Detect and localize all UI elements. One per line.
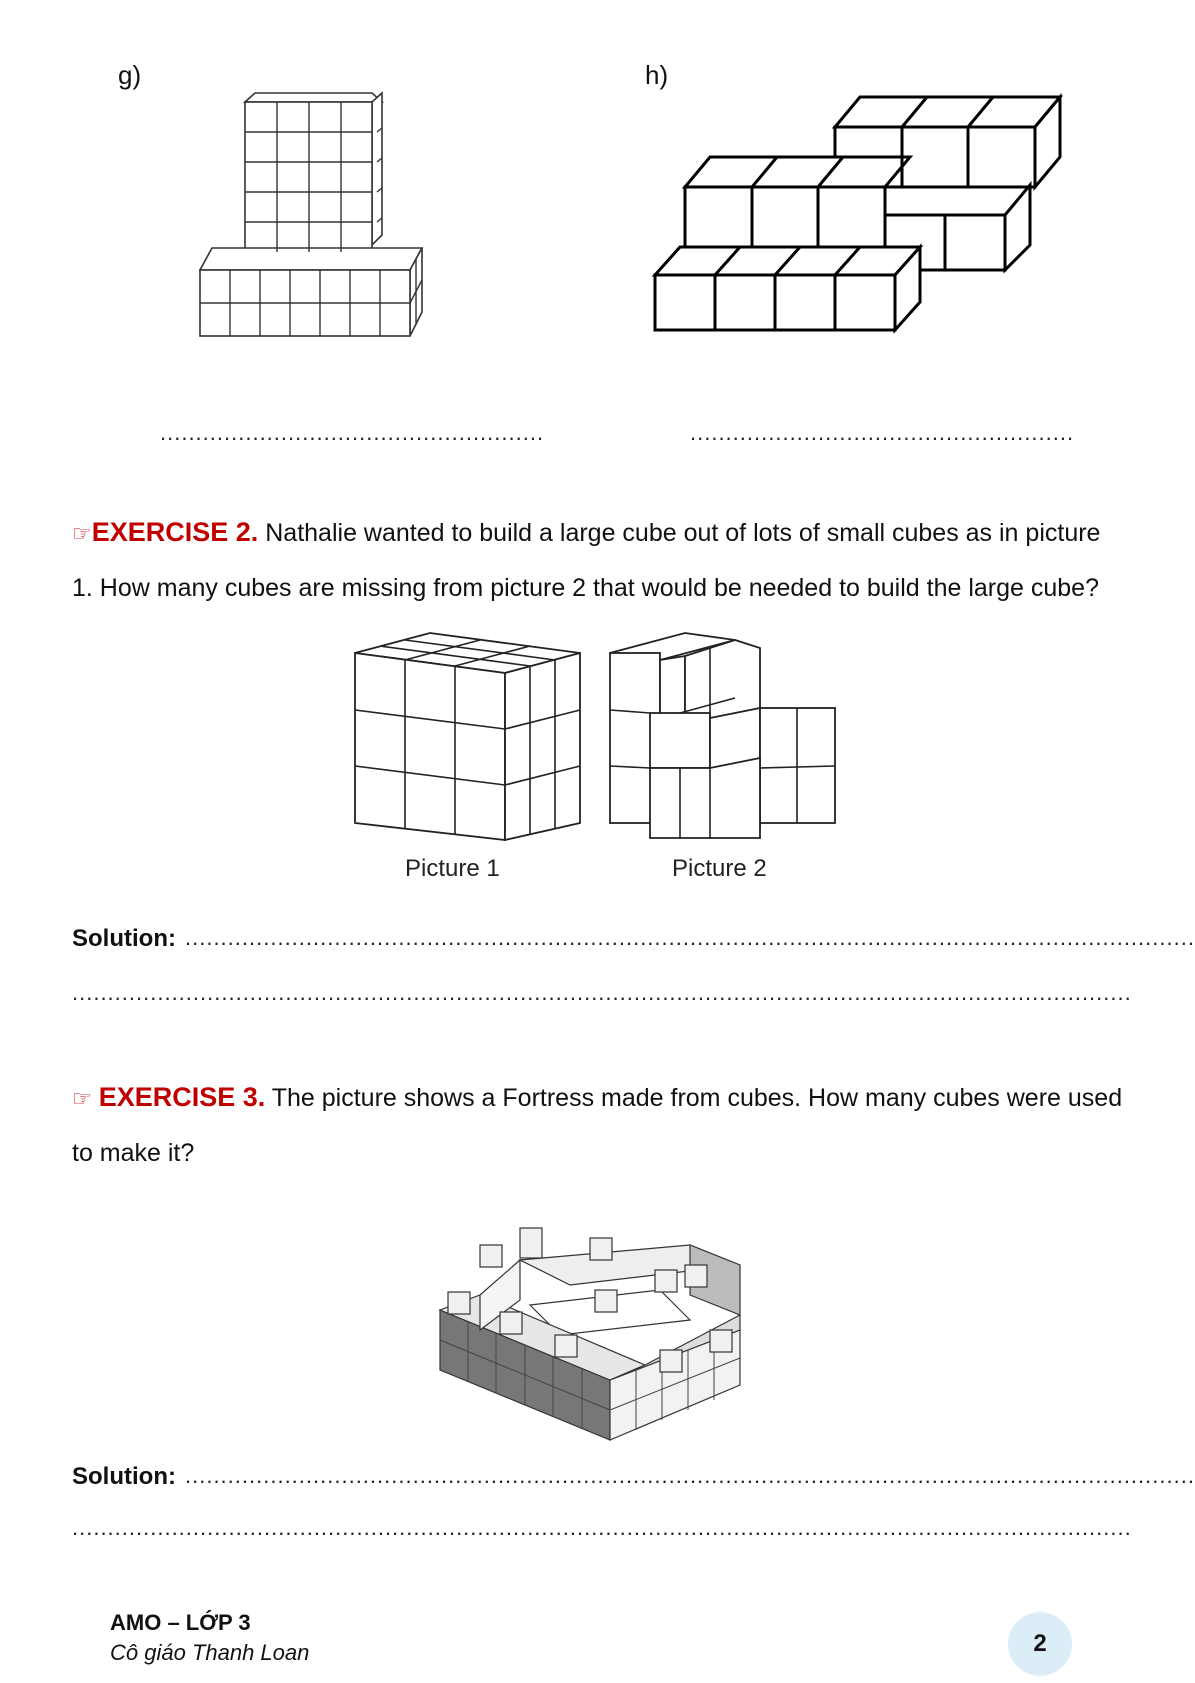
figure-h-cube-stairs <box>655 95 1075 335</box>
exercise3-text-line1: The picture shows a Fortress made from cubes. How many cubes were used <box>265 1084 1123 1112</box>
exercise3-solution-label: Solution: <box>72 1463 176 1490</box>
exercise2-solution-line1[interactable]: .............................................................................................................................................. <box>185 925 1195 950</box>
pointing-hand-icon: ☞ <box>72 521 92 546</box>
exercise2-solution-label: Solution: <box>72 925 176 952</box>
footer-subtitle: Cô giáo Thanh Loan <box>110 1640 310 1665</box>
exercise3-solution-line2[interactable]: ..................................................................................................................................................... <box>72 1515 1132 1540</box>
exercise2-prompt <box>72 505 1132 616</box>
picture1-full-cube <box>355 628 580 843</box>
exercise2-solution-line2[interactable]: ..................................................................................................................................................... <box>72 980 1132 1005</box>
exercise3-heading: EXERCISE 3. <box>98 1082 266 1112</box>
pointing-hand-icon: ☞ <box>72 1086 92 1111</box>
figure-g-cube-tower <box>200 90 460 350</box>
exercise2-text-line2: 1. How many cubes are missing from picture 2 that would be needed to build the large cube? <box>72 574 1099 602</box>
exercise2-heading: EXERCISE 2. <box>91 517 259 547</box>
footer-title: AMO – LỚP 3 <box>110 1610 251 1635</box>
exercise3-solution-line1[interactable]: .............................................................................................................................................. <box>185 1463 1195 1488</box>
figure-h-label: h) <box>645 60 669 90</box>
exercise2-text-line1: Nathalie wanted to build a large cube out of lots of small cubes as in picture <box>258 519 1101 547</box>
figure-g-label: g) <box>118 60 142 90</box>
picture1-caption: Picture 1 <box>405 855 500 882</box>
fortress-of-cubes <box>440 1210 750 1440</box>
figure-g-answer-line[interactable]: ...................................................... <box>160 420 545 445</box>
page-number-badge: 2 <box>1008 1612 1072 1676</box>
picture2-partial-cube <box>610 628 840 843</box>
exercise3-prompt <box>72 1070 1132 1181</box>
figure-h-answer-line[interactable]: ...................................................... <box>690 420 1075 445</box>
exercise3-text-line2: to make it? <box>72 1139 195 1167</box>
picture2-caption: Picture 2 <box>672 855 767 882</box>
